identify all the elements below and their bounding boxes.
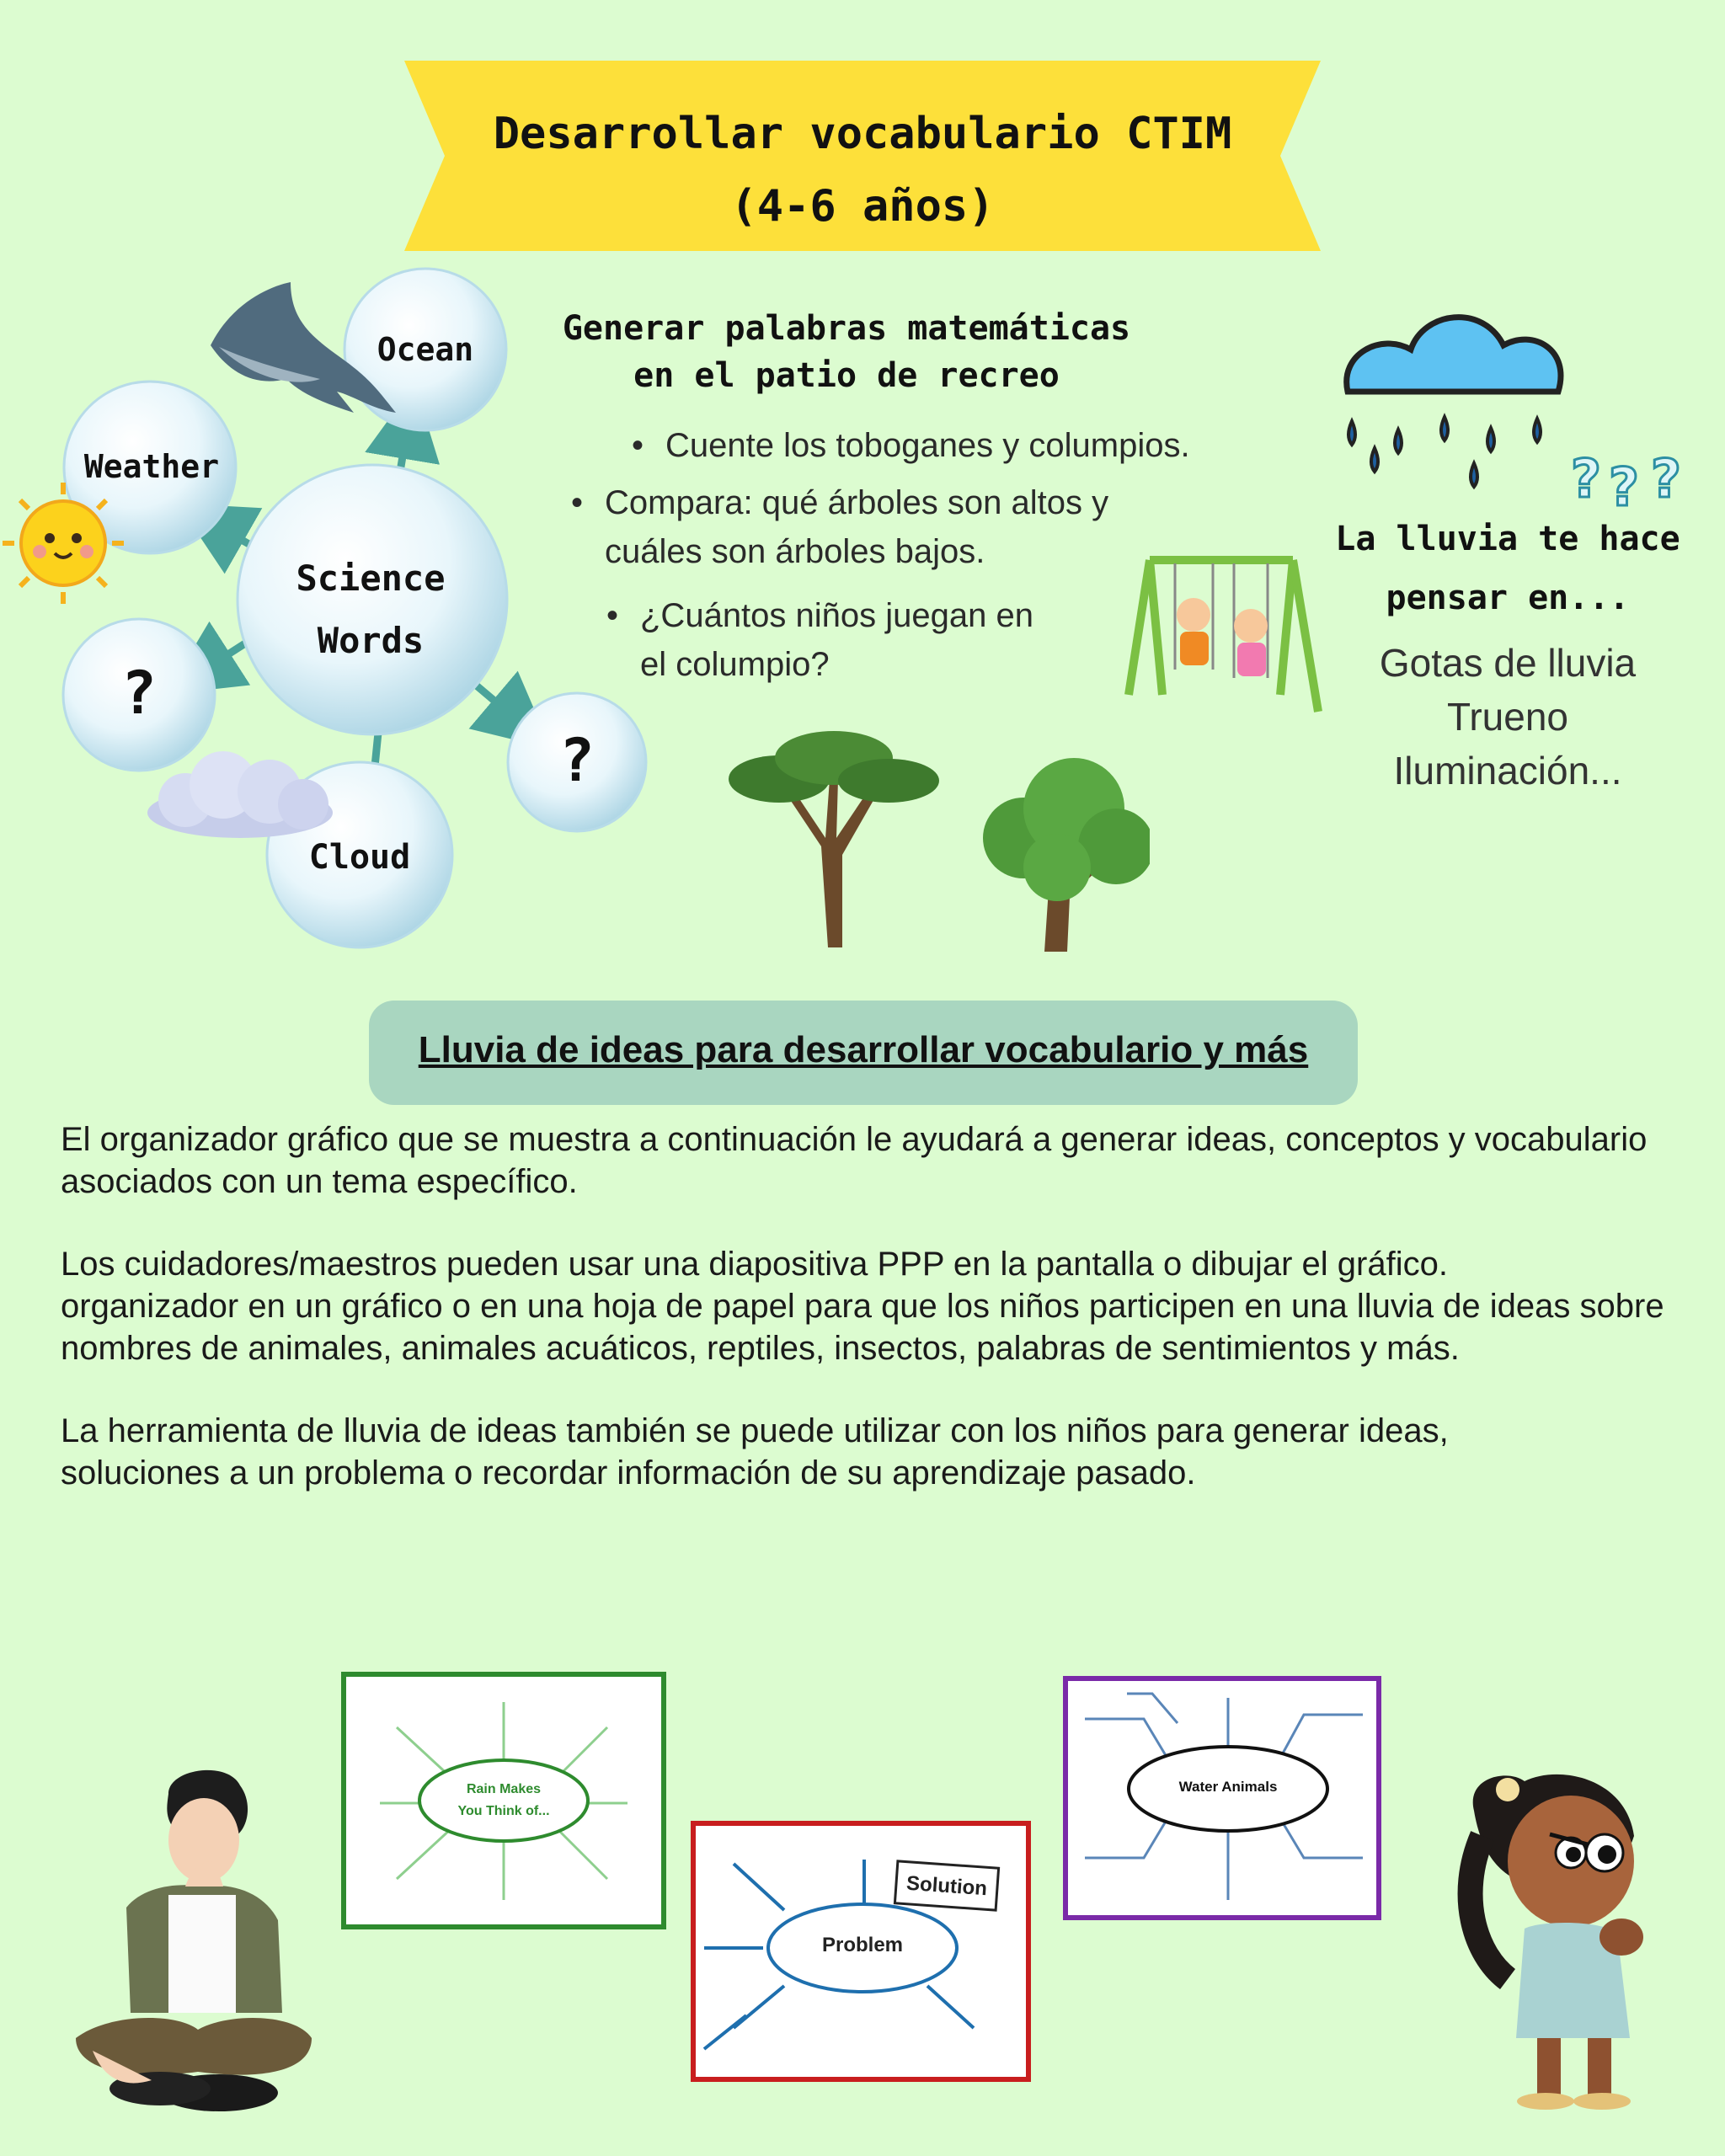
- rain-word: Gotas de lluvia: [1379, 641, 1637, 685]
- bullet-2-line2: cuáles son árboles bajos.: [605, 533, 985, 570]
- trees-icon: [720, 720, 1150, 952]
- cloud-icon: [147, 751, 333, 838]
- paragraph-3b: soluciones a un problema o recordar información de su aprendizaje pasado.: [61, 1454, 1196, 1492]
- rain-word-list: [1314, 636, 1701, 798]
- organizer-center-rain-line1: Rain Makes: [466, 1782, 542, 1796]
- section-header: [369, 1001, 1358, 1105]
- organizer-solution-tag: Solution: [905, 1871, 988, 1901]
- playground-heading-line1: Generar palabras matemáticas: [562, 309, 1131, 348]
- bullet-3-line2: el columpio?: [640, 646, 830, 683]
- label-science-words: [278, 547, 463, 672]
- label-ocean: Ocean: [377, 331, 474, 368]
- paragraph-2a: Los cuidadores/maestros pueden usar una diapositiva PPP en la pantalla o dibujar el gráfico.: [61, 1246, 1448, 1283]
- organizer-card-rain: [341, 1672, 666, 1929]
- label-cloud: Cloud: [308, 838, 411, 877]
- svg-text:?: ?: [1609, 456, 1639, 514]
- thinking-boy-illustration: [59, 1760, 328, 2114]
- paragraph-3a: La herramienta de lluvia de ideas también se puede utilizar con los niños para generar ideas,: [61, 1412, 1449, 1449]
- label-science-words-line2: Words: [317, 620, 425, 661]
- playground-bullet-3: [640, 591, 1146, 689]
- organizer-card-problem: [691, 1821, 1031, 2082]
- title-banner: [404, 61, 1321, 251]
- bullet-3-line1: • ¿Cuántos niños juegan en: [640, 597, 1033, 634]
- rain-cloud-icon: [1331, 295, 1725, 514]
- organizer-center-problem: Problem: [821, 1934, 904, 1956]
- playground-bullet-1: [665, 421, 1339, 470]
- rain-heading: [1314, 510, 1701, 627]
- paragraph-2b: organizador en un gráfico o en una hoja de papel para que los niños participen en una lluvia de ideas sobre nombres de animales, animales acuáticos, reptiles, insectos, palabras de sentimientos y más.: [61, 1288, 1664, 1367]
- page-title-line2: (4-6 años): [730, 181, 995, 232]
- organizer-spokes: [1068, 1681, 1376, 1915]
- organizer-center-water: Water Animals: [1178, 1779, 1278, 1795]
- svg-text:?: ?: [1571, 448, 1601, 510]
- organizer-center-rain: [419, 1779, 588, 1822]
- bullet-2-line1: • Compara: qué árboles son altos y: [605, 484, 1109, 521]
- paragraph-3: [61, 1410, 1678, 1494]
- rain-heading-line1: La lluvia te hace: [1335, 520, 1680, 558]
- rain-word: Iluminación...: [1393, 749, 1622, 792]
- page-title-line1: Desarrollar vocabulario CTIM: [493, 109, 1232, 159]
- organizer-card-water: [1063, 1676, 1381, 1920]
- paragraph-2: [61, 1243, 1678, 1369]
- playground-heading-line2: en el patio de recreo: [633, 356, 1060, 395]
- rain-word: Trueno: [1446, 695, 1569, 739]
- page-title: [404, 98, 1321, 243]
- playground-heading: [531, 305, 1162, 399]
- bullet-item: • Cuente los toboganes y columpios.: [665, 421, 1339, 470]
- body-text: [61, 1118, 1678, 1534]
- label-question-right: ?: [558, 726, 595, 795]
- bullet-item: [640, 591, 1146, 689]
- label-science-words-line1: Science: [296, 558, 446, 599]
- organizer-center-rain-line2: You Think of...: [457, 1804, 550, 1818]
- svg-text:?: ?: [1651, 448, 1681, 510]
- question-marks-icon: [1571, 448, 1681, 514]
- paragraph-1: El organizador gráfico que se muestra a continuación le ayudará a generar ideas, conceptos y vocabulario asociados con un tema específico.: [61, 1121, 1648, 1200]
- rain-heading-line2: pensar en...: [1386, 579, 1630, 617]
- rain-drops: [1348, 417, 1541, 487]
- thinking-girl-illustration: [1423, 1760, 1701, 2114]
- swing-set-icon: [1124, 552, 1327, 720]
- short-tree-icon: [983, 758, 1150, 952]
- label-weather: Weather: [83, 448, 220, 485]
- sun-icon: [3, 483, 124, 604]
- tall-tree-icon: [729, 731, 939, 947]
- section-title: Lluvia de ideas para desarrollar vocabulario y más: [418, 1029, 1309, 1070]
- label-question-left: ?: [120, 659, 158, 728]
